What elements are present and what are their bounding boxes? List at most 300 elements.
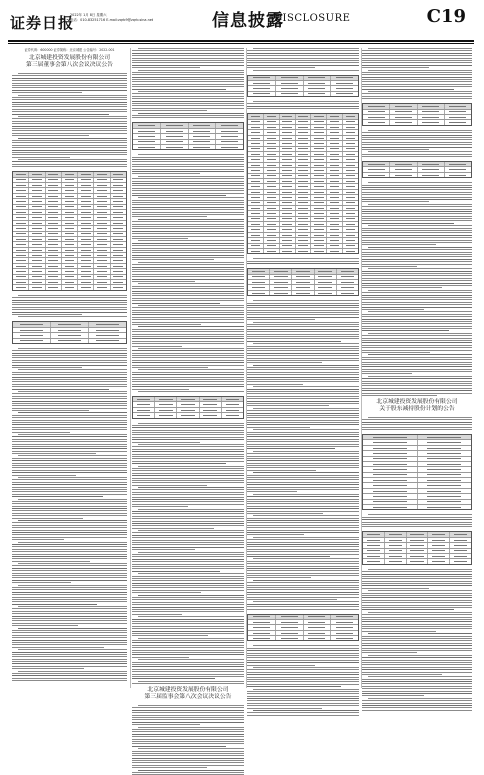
table-cell [428, 549, 450, 553]
text-line [12, 525, 127, 526]
text-line [362, 597, 472, 598]
table-cell [296, 141, 312, 145]
text-line [132, 626, 244, 627]
text-line [132, 587, 244, 588]
table-cell [363, 120, 390, 124]
text-line [132, 224, 244, 225]
table-cell [94, 275, 110, 279]
text-line [362, 84, 472, 85]
text-line [12, 453, 96, 454]
text-line [253, 300, 359, 301]
table-cell [13, 172, 29, 176]
text-line [12, 304, 127, 305]
table-cell [315, 275, 337, 279]
text-line [12, 565, 127, 566]
text-line [18, 138, 127, 139]
table-cell [94, 199, 110, 203]
text-line [12, 393, 127, 394]
text-line [247, 696, 359, 697]
table-cell [296, 249, 312, 253]
text-line [247, 700, 359, 701]
text-line [12, 104, 127, 105]
table-cell [62, 258, 78, 262]
text-line [132, 367, 208, 368]
table-cell [311, 211, 327, 215]
text-line [362, 619, 472, 620]
text-line [132, 468, 244, 469]
text-line [12, 448, 127, 449]
text-line [362, 691, 472, 692]
table-cell [248, 217, 264, 221]
text-line [12, 114, 109, 115]
text-line [247, 58, 359, 59]
table-cell [428, 554, 450, 558]
text-line [132, 269, 244, 270]
table-cell [13, 258, 29, 262]
text-line [138, 154, 244, 155]
table-cell [292, 280, 314, 284]
table-cell [270, 291, 292, 295]
data-table [12, 321, 127, 344]
text-line [132, 89, 226, 90]
body-text [362, 514, 472, 527]
body-text [362, 182, 472, 396]
column-divider [130, 48, 131, 688]
table-cell [418, 440, 472, 444]
body-text [362, 130, 472, 157]
text-line [132, 734, 244, 735]
text-line [247, 511, 359, 512]
table-cell [62, 226, 78, 230]
text-line [362, 617, 472, 618]
text-line [362, 314, 472, 315]
table-cell [311, 217, 327, 221]
text-line [132, 707, 244, 708]
table-cell [94, 215, 110, 219]
table-cell [78, 178, 94, 182]
text-line [253, 601, 359, 602]
table-row [248, 92, 358, 96]
text-line [247, 479, 359, 480]
text-line [247, 389, 359, 390]
masthead-contact: 电话：010-83251716 E-mail:zqrb9@zqrb.sina.net [70, 18, 154, 22]
text-line [12, 154, 127, 155]
table-cell [264, 179, 280, 183]
table-cell [428, 559, 450, 563]
text-line [132, 84, 244, 85]
table-cell [46, 183, 62, 187]
text-line [138, 305, 244, 306]
table-cell [280, 130, 296, 134]
table-cell [428, 538, 450, 542]
text-line [12, 577, 127, 578]
text-line [18, 116, 127, 117]
table-cell [276, 631, 304, 635]
table-cell [133, 408, 155, 412]
table-cell [89, 339, 126, 343]
table-cell [13, 183, 29, 187]
text-line [132, 181, 244, 182]
text-line [362, 621, 472, 622]
text-line [132, 489, 244, 490]
text-line [253, 48, 359, 49]
text-line [362, 705, 472, 706]
table-cell [311, 238, 327, 242]
text-line [132, 621, 244, 622]
table-cell [296, 130, 312, 134]
table-cell [94, 280, 110, 284]
table-cell [327, 233, 343, 237]
text-line [12, 601, 127, 602]
text-line [247, 381, 359, 382]
text-line [132, 650, 244, 651]
table-cell [311, 222, 327, 226]
table-cell [248, 163, 264, 167]
table-cell [418, 451, 472, 455]
table-cell [311, 157, 327, 161]
table-cell [337, 269, 358, 273]
table-cell [390, 104, 417, 108]
text-line [247, 487, 359, 488]
table-cell [311, 190, 327, 194]
text-line [362, 60, 472, 61]
text-line [253, 494, 359, 495]
text-line [362, 585, 472, 586]
table-cell [264, 184, 280, 188]
table-cell [327, 201, 343, 205]
text-line [18, 628, 127, 629]
table-cell [46, 280, 62, 284]
text-line [247, 506, 359, 507]
table-cell [311, 233, 327, 237]
text-line [132, 642, 244, 643]
text-line [12, 415, 127, 416]
text-line [132, 286, 244, 287]
table-row [13, 285, 126, 289]
text-line [12, 594, 127, 595]
text-line [247, 662, 359, 663]
table-cell [111, 226, 126, 230]
text-line [132, 228, 244, 229]
table-cell [248, 157, 264, 161]
text-line [132, 592, 201, 593]
table-cell [248, 291, 270, 295]
table-cell [315, 280, 337, 284]
text-line [138, 326, 244, 327]
text-line [132, 719, 244, 720]
table-cell [111, 205, 126, 209]
text-line [132, 568, 244, 569]
text-line [132, 458, 244, 459]
table-cell [343, 206, 358, 210]
table-cell [327, 141, 343, 145]
text-line [12, 527, 127, 528]
table-cell [94, 242, 110, 246]
text-line [362, 185, 472, 186]
text-line [253, 710, 359, 711]
text-line [132, 674, 244, 675]
text-line [132, 669, 244, 670]
announcement-heading [132, 687, 244, 701]
table-cell [390, 173, 417, 177]
text-line [368, 612, 472, 613]
text-line [253, 343, 359, 344]
table-cell [46, 205, 62, 209]
table-cell [248, 76, 276, 80]
stock-line: 证券代码：600000 证券简称：北京城建 公告编号：2022-001 [24, 48, 115, 52]
table-cell [111, 199, 126, 203]
text-line [362, 605, 472, 606]
text-line [362, 266, 417, 267]
table-cell [327, 136, 343, 140]
text-line [12, 405, 127, 406]
text-line [12, 496, 103, 497]
table-cell [46, 242, 62, 246]
text-line [132, 712, 244, 713]
text-line [132, 295, 244, 296]
text-line [362, 600, 472, 601]
table-cell [46, 210, 62, 214]
table-cell [343, 125, 358, 129]
text-line [132, 473, 244, 474]
text-line [362, 366, 472, 367]
table-cell [343, 157, 358, 161]
text-line [12, 582, 71, 583]
text-line [362, 602, 472, 603]
table-cell [46, 199, 62, 203]
table-cell [276, 636, 304, 640]
text-line [247, 679, 359, 680]
table-row [363, 505, 471, 509]
text-line [132, 173, 200, 174]
text-line [362, 681, 472, 682]
text-line [12, 554, 127, 555]
text-line [362, 662, 472, 663]
text-line [12, 300, 127, 301]
text-line [247, 561, 359, 562]
table-cell [155, 413, 177, 417]
text-line [12, 161, 127, 162]
text-line [132, 743, 244, 744]
text-line [253, 689, 359, 690]
text-line [132, 212, 244, 213]
text-line [132, 451, 244, 452]
text-line [362, 342, 472, 343]
text-line [12, 467, 127, 468]
text-line [362, 583, 472, 584]
table-row [13, 339, 126, 343]
table-cell [248, 636, 276, 640]
table-cell [280, 201, 296, 205]
text-line [132, 274, 244, 275]
text-line [132, 463, 226, 464]
text-line [362, 242, 472, 243]
table-cell [264, 190, 280, 194]
table-cell [337, 285, 358, 289]
text-line [362, 81, 472, 82]
body-text [247, 300, 359, 609]
table-cell [296, 163, 312, 167]
text-line [132, 355, 244, 356]
text-line [132, 430, 244, 431]
table-cell [78, 264, 94, 268]
text-line [362, 321, 472, 322]
text-line [368, 204, 472, 205]
table-cell [296, 201, 312, 205]
text-line [12, 640, 127, 641]
text-line [12, 389, 109, 390]
text-line [247, 331, 359, 332]
table-cell [363, 462, 418, 466]
table-cell [46, 172, 62, 176]
text-line [132, 480, 244, 481]
text-line [18, 73, 127, 74]
table-cell [89, 328, 126, 332]
table-cell [264, 201, 280, 205]
table-cell [29, 221, 45, 225]
table-cell [343, 136, 358, 140]
table-cell [418, 473, 472, 477]
table-cell [29, 194, 45, 198]
table-cell [13, 210, 29, 214]
text-line [362, 156, 472, 157]
table-cell [331, 631, 358, 635]
table-cell [200, 408, 222, 412]
text-line [12, 618, 127, 619]
text-line [132, 619, 244, 620]
text-line [132, 528, 214, 529]
table-cell [418, 162, 445, 166]
table-cell [13, 221, 29, 225]
text-line [362, 261, 472, 262]
table-cell [280, 244, 296, 248]
text-line [132, 736, 244, 737]
text-line [18, 563, 127, 564]
text-line [132, 578, 244, 579]
text-line [368, 268, 472, 269]
text-line [368, 182, 472, 183]
text-line [132, 101, 244, 102]
text-line [362, 390, 472, 391]
text-line [132, 654, 244, 655]
text-line [12, 608, 127, 609]
text-line [12, 118, 127, 119]
text-line [132, 53, 244, 54]
announcement-heading [362, 399, 472, 413]
text-line [132, 439, 244, 440]
text-line [247, 377, 359, 378]
text-line [253, 365, 359, 366]
table-cell [363, 494, 418, 498]
text-line [247, 501, 359, 502]
table-cell [13, 285, 29, 289]
text-line [132, 623, 244, 624]
text-line [132, 207, 244, 208]
text-line [12, 654, 127, 655]
text-line [12, 302, 127, 303]
text-line [362, 373, 412, 374]
text-line [247, 326, 359, 327]
table-cell [296, 125, 312, 129]
text-line [132, 758, 244, 759]
text-line [12, 408, 127, 409]
text-line [132, 583, 244, 584]
table-cell [248, 615, 276, 619]
text-line [12, 142, 127, 143]
table-cell [327, 249, 343, 253]
table-cell [264, 157, 280, 161]
text-line [362, 686, 472, 687]
data-table [362, 531, 472, 564]
text-line [12, 575, 127, 576]
text-line [18, 520, 127, 521]
table-cell [29, 280, 45, 284]
text-line [132, 729, 244, 730]
table-cell [264, 168, 280, 172]
text-line [247, 393, 359, 394]
text-line [362, 595, 472, 596]
text-line [362, 213, 472, 214]
text-line [132, 767, 207, 768]
text-line [362, 223, 454, 224]
text-line [132, 640, 244, 641]
table-cell [62, 264, 78, 268]
text-line [132, 250, 244, 251]
text-line [18, 95, 127, 96]
text-line [247, 568, 359, 569]
table-cell [280, 206, 296, 210]
table-cell [264, 244, 280, 248]
table-cell [29, 242, 45, 246]
text-line [12, 123, 127, 124]
text-line [368, 633, 472, 634]
text-line [132, 389, 189, 390]
text-line [12, 656, 127, 657]
table-cell [311, 227, 327, 231]
table-cell [78, 275, 94, 279]
table-cell [280, 152, 296, 156]
table-cell [390, 115, 417, 119]
table-cell [155, 397, 177, 401]
text-line [247, 305, 359, 306]
text-line [12, 518, 83, 519]
table-cell [296, 227, 312, 231]
table-cell [111, 275, 126, 279]
table-cell [363, 167, 390, 171]
table-cell [280, 249, 296, 253]
text-line [132, 93, 244, 94]
text-line [132, 178, 244, 179]
table-cell [304, 76, 332, 80]
table-cell [78, 285, 94, 289]
table-cell [216, 145, 243, 149]
text-line [247, 508, 359, 509]
text-line [12, 353, 127, 354]
table-cell [363, 532, 385, 536]
text-line [362, 144, 472, 145]
text-line [247, 570, 359, 571]
masthead-date: 2022年 1月 8日 星期六 [70, 13, 107, 17]
table-cell [264, 195, 280, 199]
table-cell [311, 244, 327, 248]
text-line [362, 424, 472, 425]
text-line [362, 593, 472, 594]
text-line [253, 645, 359, 646]
text-line [132, 590, 244, 591]
table-cell [29, 178, 45, 182]
text-line [362, 50, 472, 51]
text-line [12, 475, 76, 476]
